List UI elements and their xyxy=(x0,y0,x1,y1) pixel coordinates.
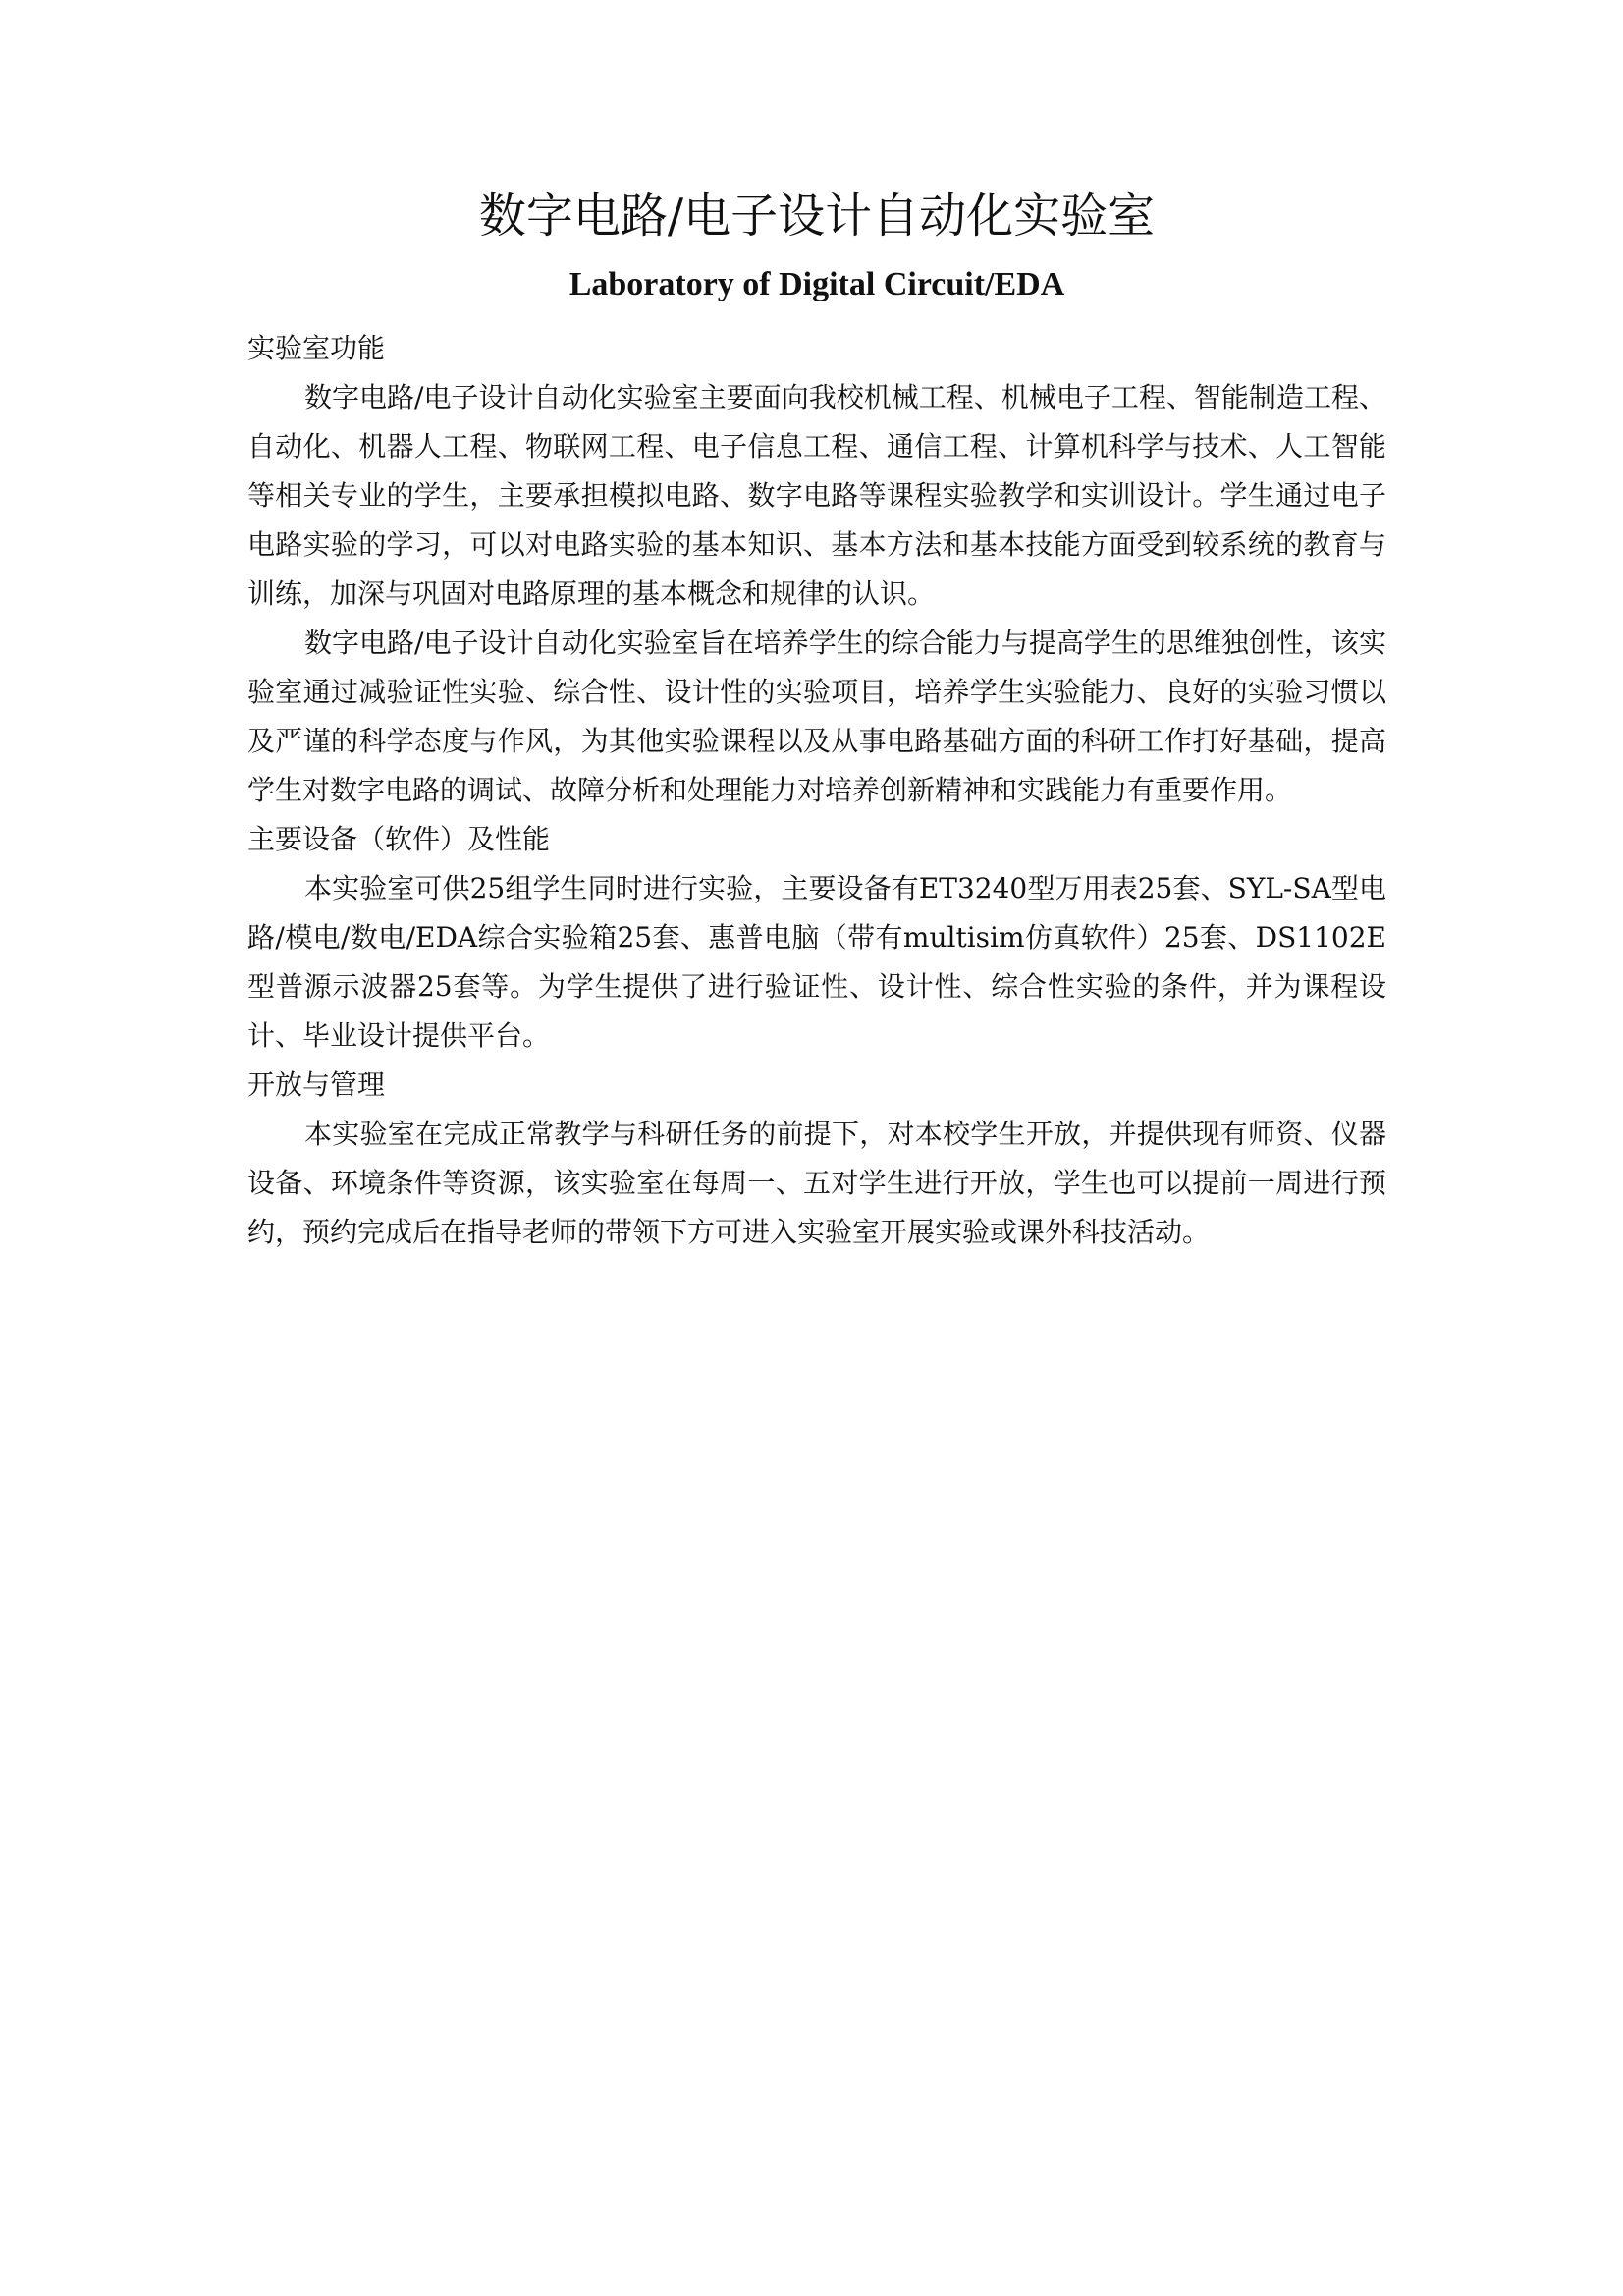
document-body xyxy=(247,324,1386,1257)
paragraph: 数字电路/电子设计自动化实验室主要面向我校机械工程、机械电子工程、智能制造工程、自动化、机器人工程、物联网工程、电子信息工程、通信工程、计算机科学与技术、人工智能等相关专业的学生，主要承担模拟电路、数字电路等课程实验教学和实训设计。学生通过电子电路实验的学习，可以对电路实验的基本知识、基本方法和基本技能方面受到较系统的教育与训练，加深与巩固对电路原理的基本概念和规律的认识。 xyxy=(247,381,1386,610)
page-title: 数字电路/电子设计自动化实验室 xyxy=(478,189,1156,244)
document-page xyxy=(247,187,1386,1257)
paragraph: 数字电路/电子设计自动化实验室旨在培养学生的综合能力与提高学生的思维独创性，该实验室通过减验证性实验、综合性、设计性的实验项目，培养学生实验能力、良好的实验习惯以及严谨的科学态度与作风，为其他实验课程以及从事电路基础方面的科研工作打好基础，提高学生对数字电路的调试、故障分析和处理能力对培养创新精神和实践能力有重要作用。 xyxy=(247,627,1386,806)
section-open-management xyxy=(247,1061,1386,1257)
section-heading: 实验室功能 xyxy=(247,332,386,364)
section-heading: 主要设备（软件）及性能 xyxy=(247,823,551,855)
section-lab-function xyxy=(247,324,1386,815)
page-subtitle-english: Laboratory of Digital Circuit/EDA xyxy=(568,266,1065,302)
paragraph: 本实验室可供25组学生同时进行实验，主要设备有ET3240型万用表25套、SYL-SA型电路/模电/数电/EDA综合实验箱25套、惠普电脑（带有multisim仿真软件）25套、DS1102E型普源示波器25套等。为学生提供了进行验证性、设计性、综合性实验的条件，并为课程设计、毕业设计提供平台。 xyxy=(247,872,1386,1052)
paragraph: 本实验室在完成正常教学与科研任务的前提下，对本校学生开放，并提供现有师资、仪器设备、环境条件等资源，该实验室在每周一、五对学生进行开放，学生也可以提前一周进行预约，预约完成后在指导老师的带领下方可进入实验室开展实验或课外科技活动。 xyxy=(247,1118,1386,1248)
section-heading: 开放与管理 xyxy=(247,1068,386,1101)
section-equipment xyxy=(247,815,1386,1061)
